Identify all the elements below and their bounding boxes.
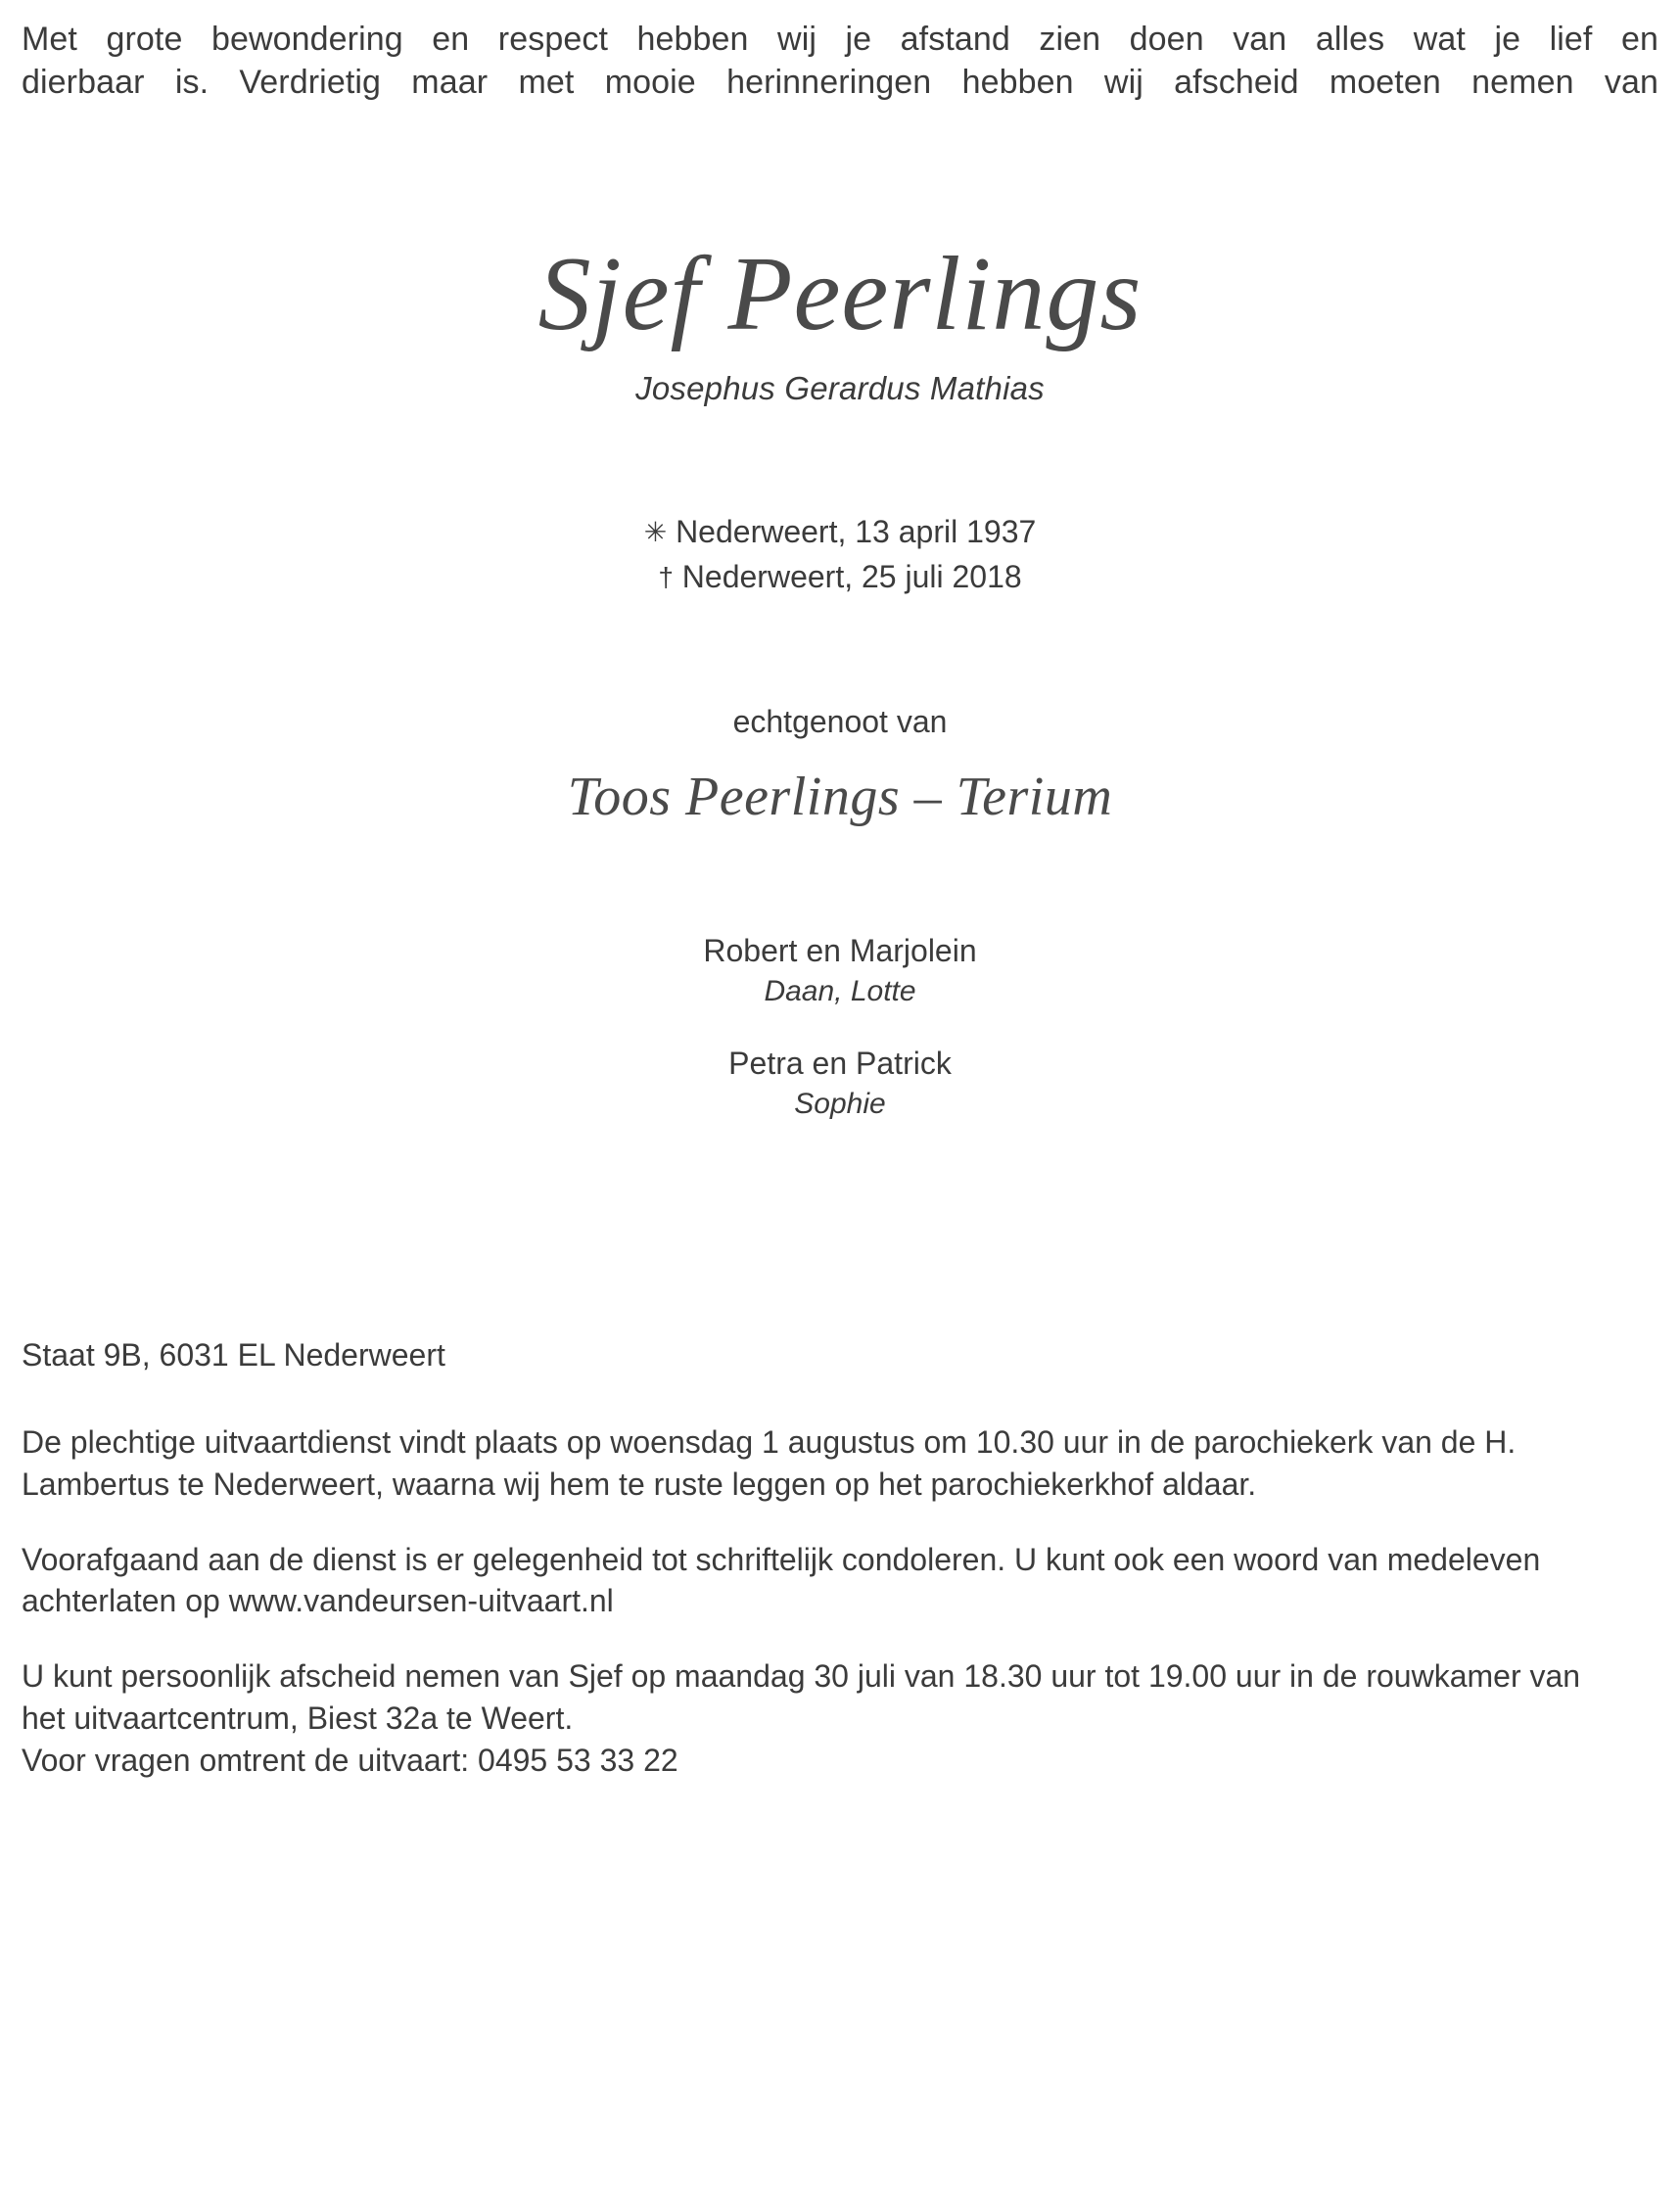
death-cross-icon: † — [658, 562, 674, 593]
family-children: Sophie — [794, 1088, 886, 1121]
address-line: Staat 9B, 6031 EL Nederweert — [22, 1336, 445, 1373]
family-children: Daan, Lotte — [764, 974, 916, 1007]
intro-paragraph — [22, 18, 1658, 104]
death-line — [22, 554, 1658, 599]
visitation-paragraph: U kunt persoonlijk afscheid nemen van Sjef op maandag 30 juli van 18.30 uur tot 19.00 uur in de rouwkamer van het uitvaartcentrum, Biest 32a te Weert. — [22, 1658, 1581, 1737]
details-block — [22, 1334, 1658, 1782]
family-group — [22, 930, 1658, 1012]
deceased-block — [22, 236, 1658, 1125]
birth-text: Nederweert, 13 april 1937 — [676, 513, 1037, 549]
intro-line-2: dierbaar is. Verdrietig maar met mooie herinneringen hebben wij afscheid moeten nemen van — [22, 64, 1658, 102]
intro-line-1: Met grote bewondering en respect hebben wij je afstand zien doen van alles wat je lief en — [22, 21, 1658, 58]
deceased-display-name: Sjef Peerlings — [537, 236, 1143, 353]
condolence-paragraph: Voorafgaand aan de dienst is er gelegenheid tot schriftelijk condoleren. U kunt ook een woord van medeleven achterlaten op www.vandeursen-uitvaart.nl — [22, 1541, 1541, 1619]
death-text: Nederweert, 25 juli 2018 — [681, 559, 1022, 595]
spouse-name: Toos Peerlings – Terium — [567, 766, 1113, 827]
birth-star-icon: ✳ — [643, 516, 668, 547]
deceased-full-name: Josephus Gerardus Mathias — [635, 369, 1045, 406]
birth-line — [22, 509, 1658, 554]
spouse-label: echtgenoot van — [732, 703, 948, 739]
family-group — [22, 1043, 1658, 1125]
family-parents: Robert en Marjolein — [703, 932, 977, 968]
service-paragraph: De plechtige uitvaartdienst vindt plaats op woensdag 1 augustus om 10.30 uur in de parochiekerk van de H. Lambertus te Nederweert, waarna wij hem te ruste leggen op het parochiekerkhof aldaar. — [22, 1423, 1517, 1502]
questions-paragraph: Voor vragen omtrent de uitvaart: 0495 53 33 22 — [22, 1743, 678, 1779]
life-dates — [22, 509, 1658, 600]
family-parents: Petra en Patrick — [728, 1046, 952, 1082]
family-list — [22, 930, 1658, 1125]
